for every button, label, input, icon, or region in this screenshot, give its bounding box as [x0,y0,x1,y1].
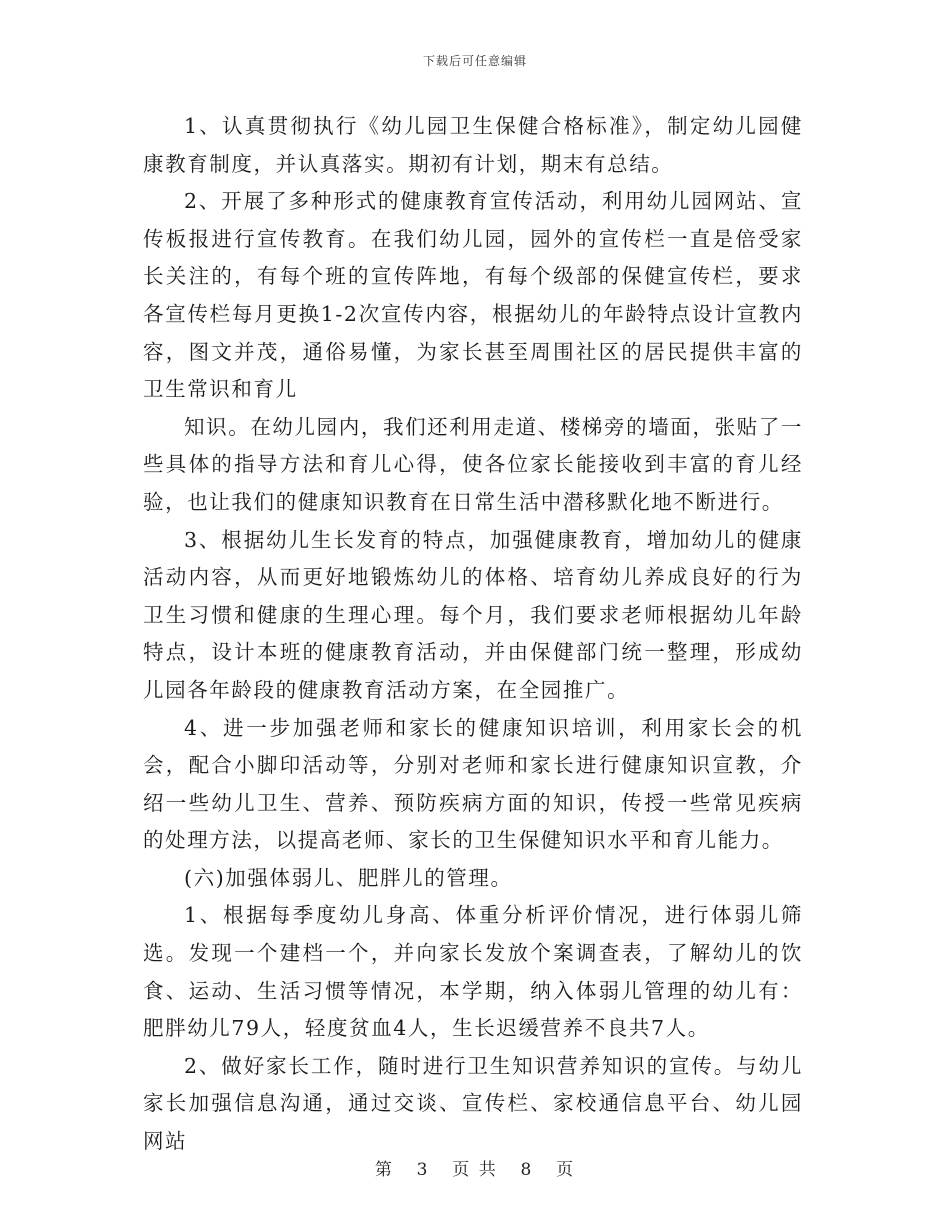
document-body [143,108,803,1161]
paragraph: 1、认真贯彻执行《幼儿园卫生保健合格标准》，制定幼儿园健康教育制度，并认真落实。期初有计划，期末有总结。 [143,114,803,176]
total-pages-number: 8 [520,1160,534,1180]
section-heading: (六)加强体弱儿、肥胖儿的管理。 [184,865,513,890]
current-page-number: 3 [416,1160,430,1180]
paragraph: 3、根据幼儿生长发育的特点，加强健康教育，增加幼儿的健康活动内容，从而更好地锻炼幼儿的体格、培育幼儿养成良好的行为卫生习惯和健康的生理心理。每个月，我们要求老师根据幼儿年龄特点，设计本班的健康教育活动，并由保健部门统一整理，形成幼儿园各年龄段的健康教育活动方案，在全园推广。 [143,527,803,702]
page-label-mid: 页 共 [452,1160,498,1180]
page-header-note: 下载后可任意编辑 [422,54,527,68]
paragraph: 知识。在幼儿园内，我们还利用走道、楼梯旁的墙面，张贴了一些具体的指导方法和育儿心得，使各位家长能接收到丰富的育儿经验，也让我们的健康知识教育在日常生活中潜移默化地不断进行。 [143,414,803,514]
paragraph: 2、开展了多种形式的健康教育宣传活动，利用幼儿园网站、宣传板报进行宣传教育。在我们幼儿园，园外的宣传栏一直是倍受家长关注的，有每个班的宣传阵地，有每个级部的保健宣传栏，要求各宣传栏每月更换1-2次宣传内容，根据幼儿的年龄特点设计宣教内容，图文并茂，通俗易懂，为家长甚至周围社区的居民提供丰富的卫生常识和育儿 [143,189,803,402]
paragraph: 2、做好家长工作，随时进行卫生知识营养知识的宣传。与幼儿家长加强信息沟通，通过交谈、宣传栏、家校通信息平台、幼儿园网站 [143,1053,803,1154]
page-label-suffix: 页 [556,1160,576,1180]
page-label-prefix: 第 [374,1160,394,1180]
paragraph: 1、根据每季度幼儿身高、体重分析评价情况，进行体弱儿筛选。发现一个建档一个，并向家长发放个案调查表，了解幼儿的饮食、运动、生活习惯等情况，本学期，纳入体弱儿管理的幼儿有：肥胖幼儿79人，轻度贫血4人，生长迟缓营养不良共7人。 [143,903,803,1041]
paragraph: 4、进一步加强老师和家长的健康知识培训，利用家长会的机会，配合小脚印活动等，分别对老师和家长进行健康知识宣教，介绍一些幼儿卫生、营养、预防疾病方面的知识，传授一些常见疾病的处理方法，以提高老师、家长的卫生保健知识水平和育儿能力。 [143,715,803,853]
page-footer [0,1155,950,1180]
